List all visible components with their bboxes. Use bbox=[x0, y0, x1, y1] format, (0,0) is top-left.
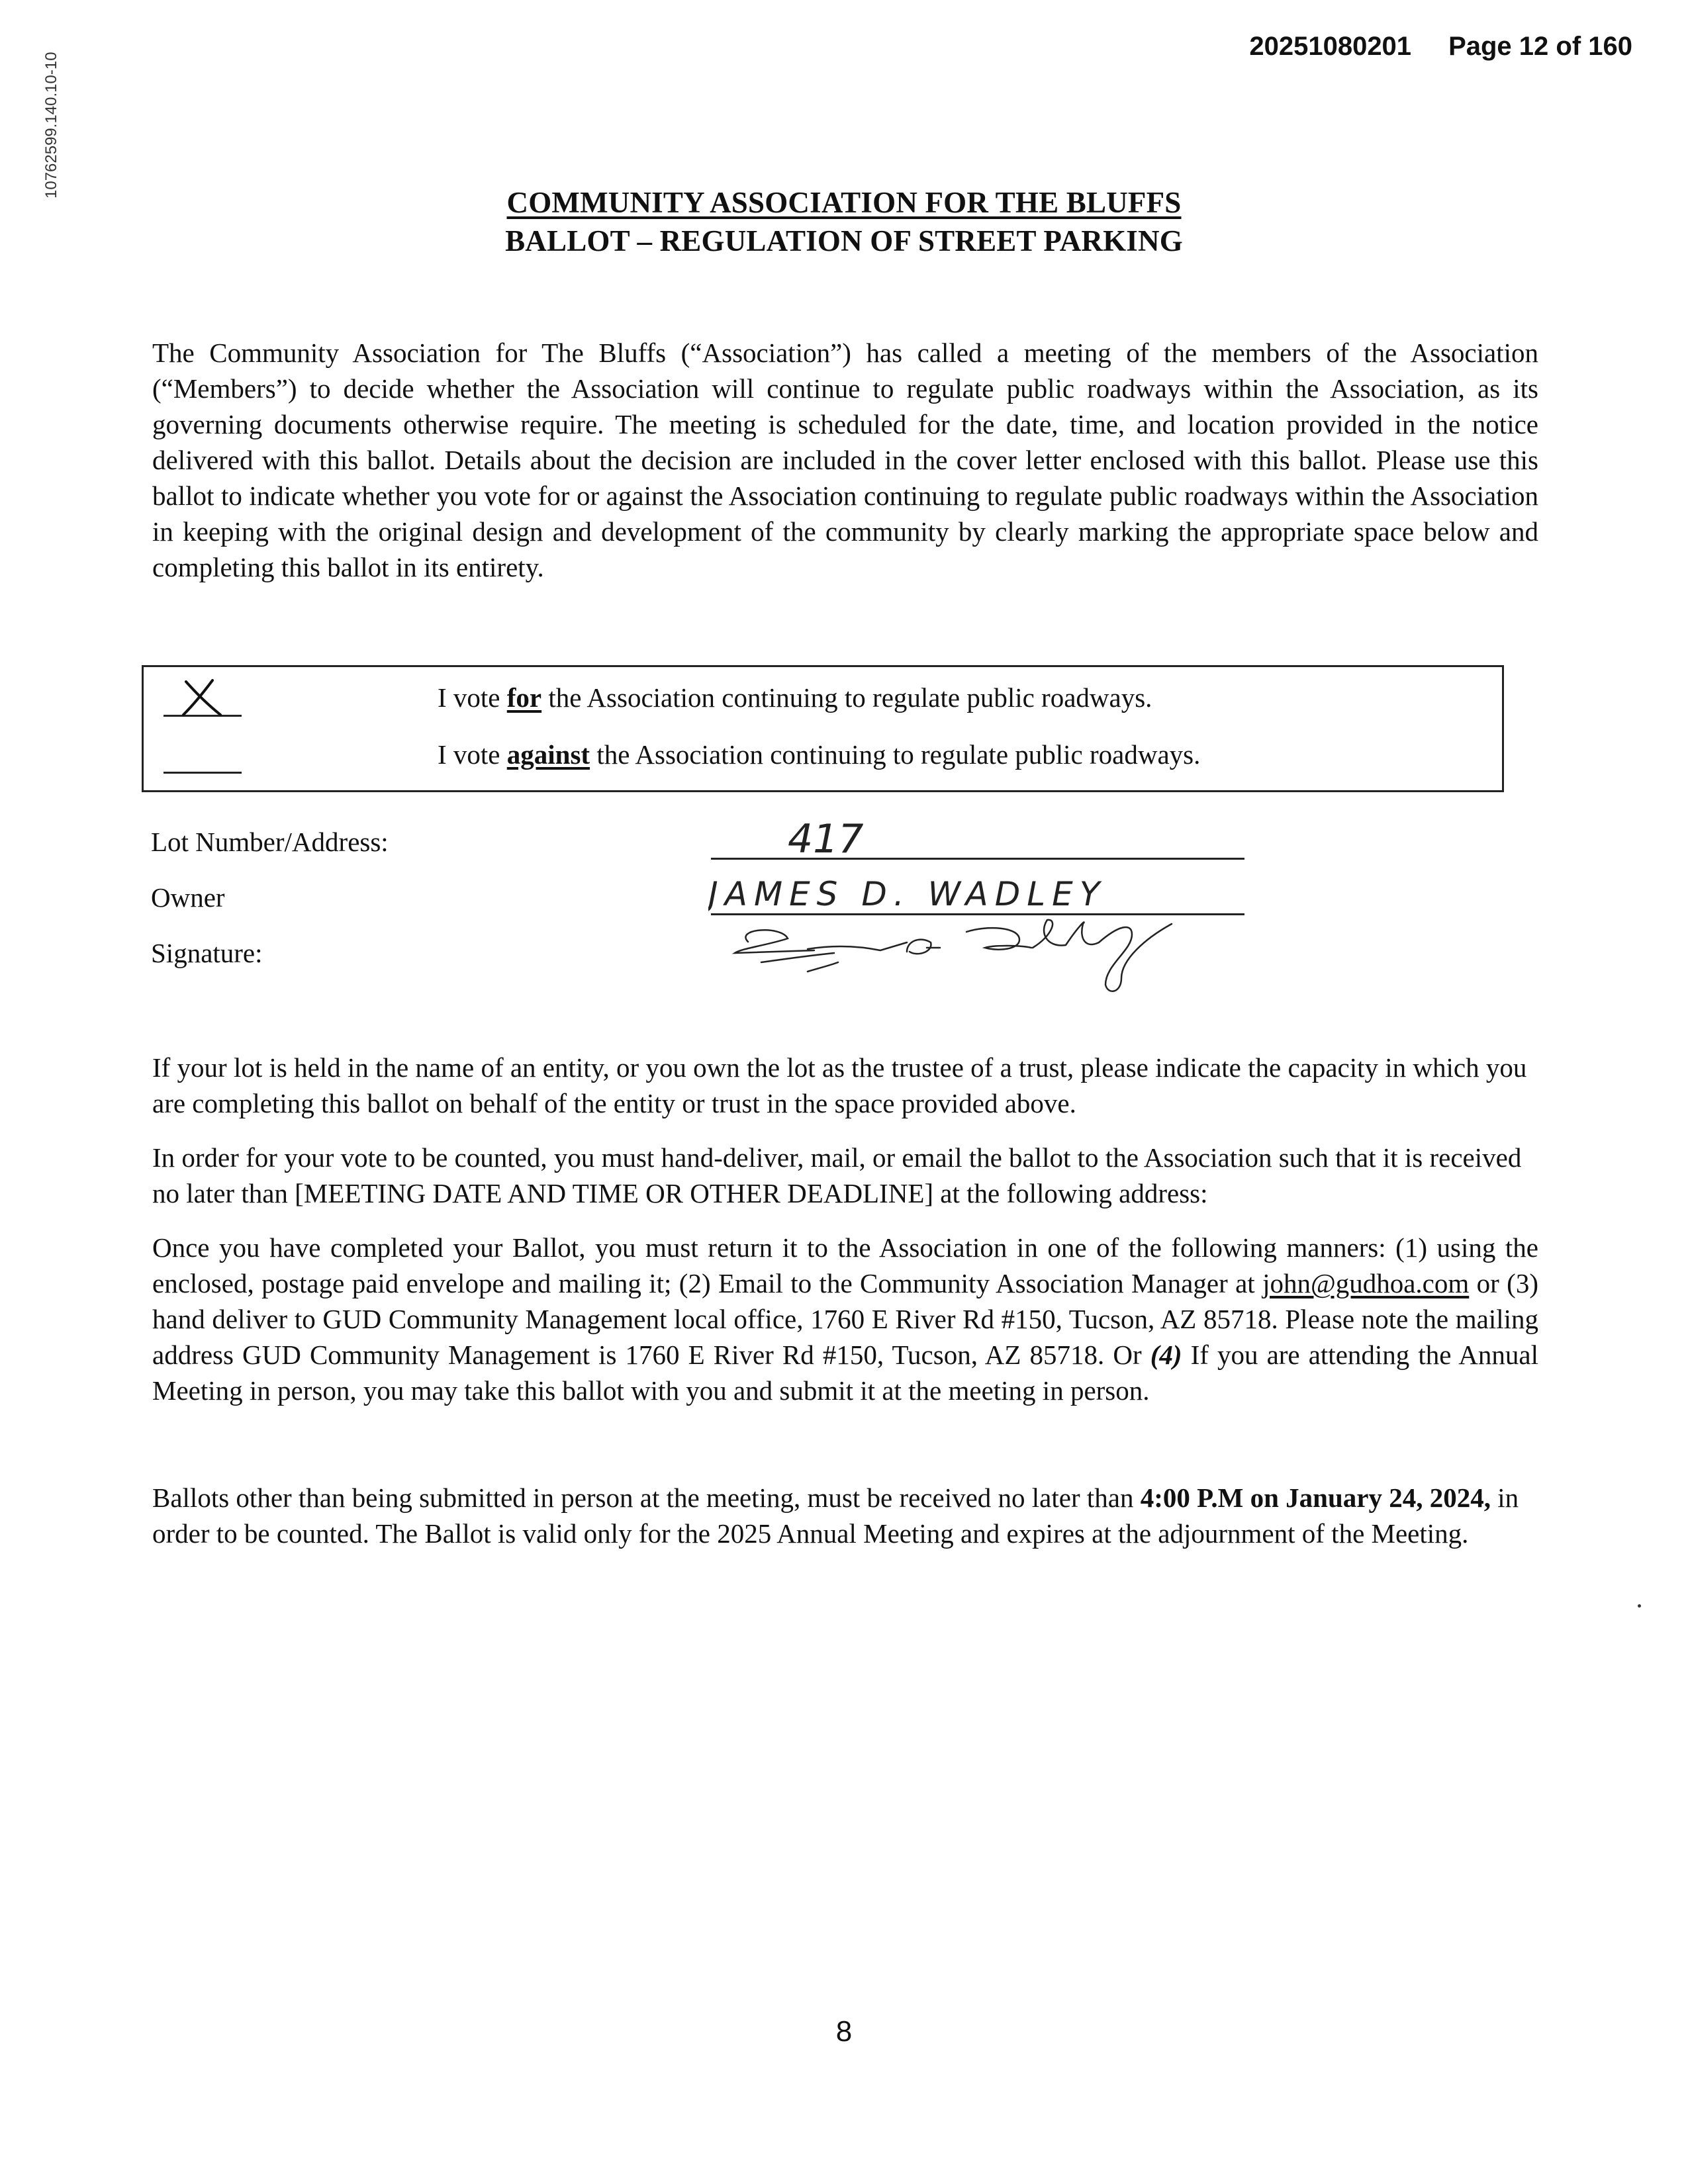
ballot-subtitle: BALLOT – REGULATION OF STREET PARKING bbox=[505, 224, 1183, 257]
signature-scribble bbox=[735, 920, 1172, 991]
vote-options-box bbox=[142, 665, 1504, 792]
page-number: 8 bbox=[835, 2015, 853, 2048]
page-header bbox=[1249, 32, 1632, 62]
vote-for-keyword: for bbox=[506, 682, 542, 713]
owner-label: Owner bbox=[151, 882, 225, 913]
page-indicator: Page 12 of 160 bbox=[1448, 32, 1632, 61]
lot-number-handwritten: 417 bbox=[788, 816, 864, 862]
owner-name-handwritten: JAMES D. WADLEY bbox=[708, 875, 1107, 913]
signature-label: Signature: bbox=[151, 938, 263, 968]
vote-against-keyword: against bbox=[506, 739, 590, 770]
vote-against-option: I vote against the Association continuing to regulate public roadways. bbox=[438, 739, 1201, 770]
entity-paragraph: If your lot is held in the name of an entity, or you own the lot as the trustee of a trust, please indicate the capacity in which you are completing this ballot on behalf of the entity or trust in the space provided above. bbox=[152, 1052, 1527, 1118]
document-number: 20251080201 bbox=[1249, 32, 1412, 61]
title-line-1: COMMUNITY ASSOCIATION FOR THE BLUFFS bbox=[506, 186, 1182, 219]
lot-number-label: Lot Number/Address: bbox=[151, 827, 389, 857]
handwritten-entries bbox=[708, 806, 1357, 1018]
document-title bbox=[0, 185, 1688, 220]
scan-speck bbox=[1638, 1604, 1641, 1608]
deadline-time: 4:00 P.M on January 24, 2024, bbox=[1140, 1482, 1491, 1513]
x-mark-icon bbox=[166, 676, 239, 719]
deadline-paragraph: In order for your vote to be counted, you must hand-deliver, mail, or email the ballot to the Association such that it is received no later than [MEETING DATE AND TIME OR OTHER DEADLINE] at the following address: bbox=[152, 1142, 1522, 1208]
return-instructions-paragraph: Once you have completed your Ballot, you must return it to the Association in one of the following manners: (1) using the enclosed, postage paid envelope and mailing it; (2) Email to the Community Association Manager at john@gudhoa.com or (3) hand deliver to GUD Community Management local office, 1760 E River Rd #150, Tucson, AZ 85718. Please note the mailing address GUD Community Management is 1760 E River Rd #150, Tucson, AZ 85718. Or (4) If you are attending the Annual Meeting in person, you may take this ballot with you and submit it at the meeting in person. bbox=[152, 1232, 1538, 1406]
vote-against-blank[interactable] bbox=[164, 772, 242, 774]
vote-for-option: I vote for the Association continuing to regulate public roadways. bbox=[438, 682, 1152, 713]
intro-paragraph: The Community Association for The Bluffs (“Association”) has called a meeting of the members of the Association (“Members”) to decide whether the Association will continue to regulate public roadways within the Association, as its governing documents otherwise require. The meeting is scheduled for the date, time, and location provided in the notice delivered with this ballot. Details about the decision are included in the cover letter enclosed with this ballot. Please use this ballot to indicate whether you vote for or against the Association continuing to regulate public roadways within the Association in keeping with the original design and development of the community by clearly marking the appropriate space below and completing this ballot in its entirety. bbox=[152, 338, 1538, 582]
scan-side-code bbox=[42, 26, 69, 199]
option-4-label: (4) bbox=[1150, 1340, 1182, 1370]
manager-email-link[interactable]: john@gudhoa.com bbox=[1262, 1268, 1470, 1298]
scan-side-code-text: 10762599.140.10-10 bbox=[42, 52, 60, 199]
submission-deadline-paragraph: Ballots other than being submitted in person at the meeting, must be received no later than 4:00 P.M on January 24, 2024, in order to be counted. The Ballot is valid only for the 2025 Annual Meeting and expires at the adjournment of the Meeting. bbox=[152, 1482, 1519, 1549]
